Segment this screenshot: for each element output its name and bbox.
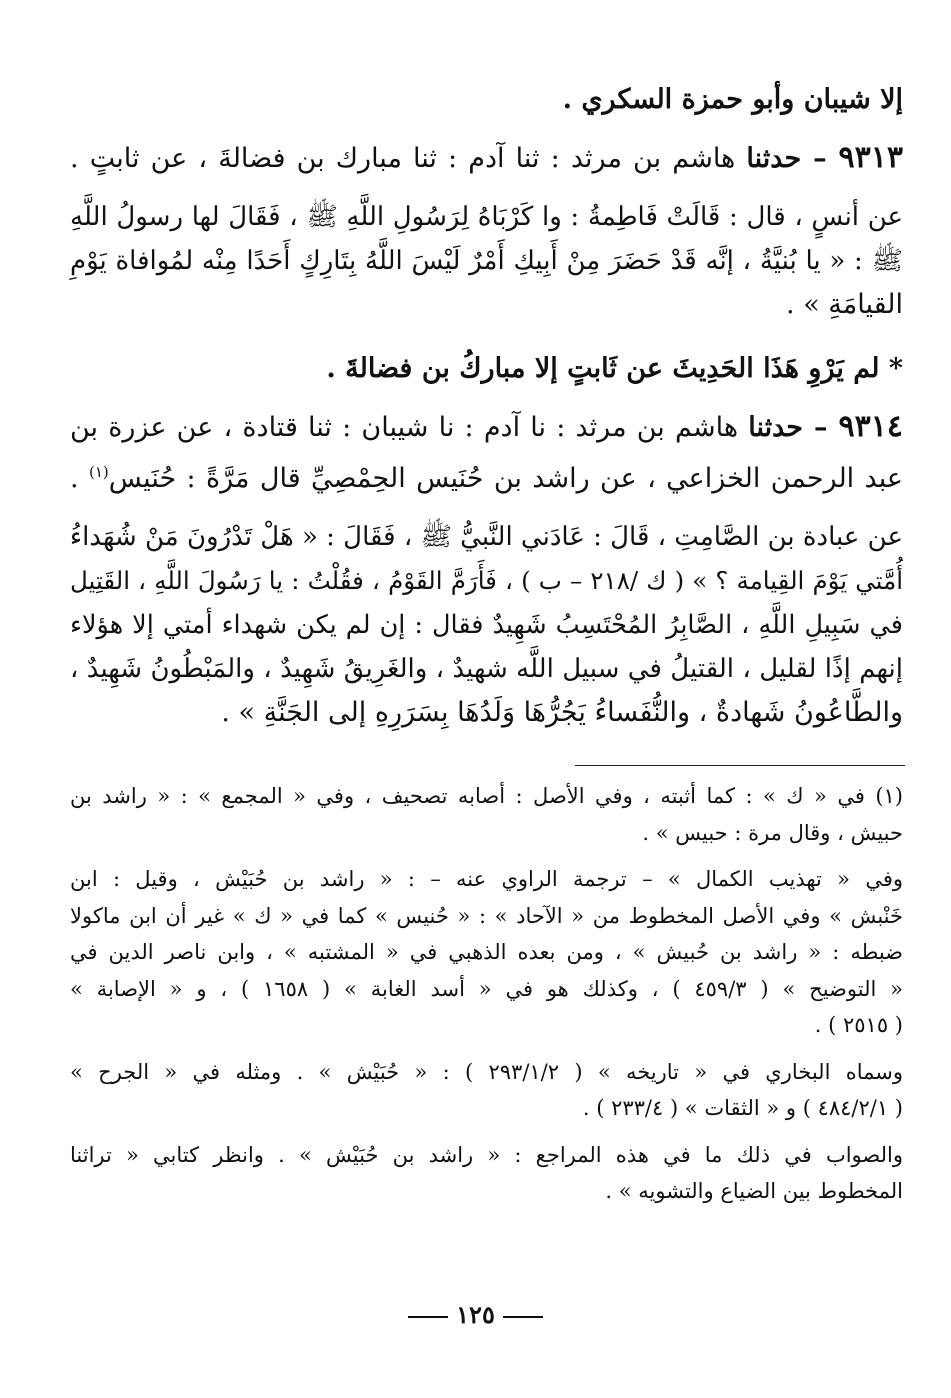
- dash-decoration: [408, 1316, 448, 1318]
- text-line: ﷺ : « يا بُنيَّةُ ، إنَّه قَدْ حَضَرَ مِنْ أَبِيكِ أَمْرٌ لَيْسَ اللَّهُ بِتَارِكٍ أَحَدًا مِنْه لمُوافاة يَوْمِ: [70, 246, 903, 276]
- text-line: القيامَةِ » .: [786, 289, 903, 320]
- hadith-number: ٩٣١٤: [838, 409, 903, 444]
- text-line: [70, 450, 903, 501]
- text-line: أُمَّتي يَوْمَ القِيامة ؟ » ( ك /٢١٨ – ب ) ، فَأَرَمَّ القَوْمُ ، فقُلْتُ : يا رَسُولَ اللَّهِ ، القَتِيل: [70, 566, 904, 595]
- text-line: إنهم إذًا لقليل ، القتيلُ في سبيل اللَّه شهيدٌ ، والغَرِيقُ شَهِيدٌ ، والمَبْطُونُ شَهِيدٌ ،: [70, 654, 903, 684]
- footnote-line: « التوضيح » ( ٤٥٩/٣ ) ، وكذلك هو في « أسد الغابة » ( ١٦٥٨ ) ، و « الإصابة »: [70, 976, 903, 1001]
- footnote-line: والصواب في ذلك ما في هذه المراجع : « راشد بن حُبَيْش » . وانظر كتابي « تراثنا: [70, 1142, 903, 1167]
- footnote-line: ضبطه : « راشد بن حُبيش » ، ومن بعده الذهبي في « المشتبه » ، وابن ناصر الدين في: [70, 940, 903, 964]
- footnote-line: (١) في « ك » : كما أثبته ، وفي الأصل : أصابه تصحيف ، وفي « المجمع » : « راشد بن: [70, 784, 903, 808]
- hadith-number: ٩٣١٣: [838, 140, 903, 175]
- footnote-line: ( ٤٨٤/٢/١ ) و « الثقات » ( ٢٣٣/٤ ) .: [582, 1096, 903, 1120]
- dash-decoration: [503, 1316, 543, 1318]
- text-line: عن أنسٍ ، قال : قَالَتْ فَاطِمةُ : وا كَرْبَاهُ لِرَسُولِ اللَّهِ ﷺ ، فَقَالَ لها رسولُ اللَّهِ: [70, 202, 904, 232]
- text-span: عبد الرحمن الخزاعي ، عن راشد بن حُنَيس الحِمْصِيِّ قال مَرَّةً : حُنَيس: [108, 463, 903, 494]
- footnote-divider: [575, 765, 905, 766]
- hadith-lead: – حدثنا: [746, 143, 839, 174]
- text-line: عن عبادة بن الصَّامِتِ ، قَالَ : عَادَني النَّبيُّ ﷺ ، فَقَالَ : « هَلْ تَدْرُونَ مَنْ شُهَداءُ: [69, 522, 903, 552]
- text-line: إلا شيبان وأبو حمزة السكري .: [562, 84, 903, 115]
- page-number: [0, 1300, 951, 1329]
- hadith-9314-header: [70, 405, 903, 450]
- main-text: [70, 78, 903, 735]
- footnote-line: وفي « تهذيب الكمال » – ترجمة الراوي عنه – : « راشد بن حُبَيْش ، وقيل : ابن: [70, 867, 903, 891]
- hadith-lead: – حدثنا: [748, 412, 839, 443]
- hadith-chain: هاشم بن مرثد : نا آدم : نا شيبان : ثنا قتادة ، عن عزرة بن: [70, 412, 749, 443]
- hadith-9313-header: [70, 136, 903, 181]
- footnotes: [70, 778, 903, 1210]
- footnote-line: ( ٢٥١٥ ) .: [814, 1013, 903, 1037]
- editor-note: * لم يَرْوِ هَذَا الحَدِيثَ عن ثَابتٍ إلا مباركُ بن فضالةَ .: [326, 353, 903, 384]
- hadith-chain: هاشم بن مرثد : ثنا آدم : ثنا مبارك بن فضالةَ ، عن ثابتٍ .: [70, 143, 747, 174]
- footnote-line: المخطوط بين الضياع والتشويه » .: [605, 1179, 903, 1203]
- text-line: والطَّاعُونُ شَهادةٌ ، والنُّفَساءُ يَجُرُّهَا وَلَدُهَا بِسَرَرِهِ إلى الجَنَّةِ » .: [221, 697, 903, 728]
- footnote-line: خَنْبش » وفي الأصل المخطوط من « الآحاد » : « حُنيس » كما في « ك » غير أن ابن ماكولا: [70, 903, 903, 928]
- page-number-text: ١٢٥: [456, 1300, 495, 1329]
- footnote-marker: (١): [88, 463, 109, 481]
- text-span: .: [70, 463, 89, 494]
- footnote-line: وسماه البخاري في « تاريخه » ( ٢٩٣/١/٢ ) : « حُبَيْش » . ومثله في « الجرح »: [70, 1059, 903, 1084]
- text-line: في سَبِيلِ اللَّهِ ، الصَّابِرُ المُحْتَسِبُ شَهِيدٌ فقال : إن لم يكن شهداء أمتي إلا هؤلاء: [70, 610, 903, 640]
- footnote-line: حبيش ، وقال مرة : حبيس » .: [642, 820, 903, 845]
